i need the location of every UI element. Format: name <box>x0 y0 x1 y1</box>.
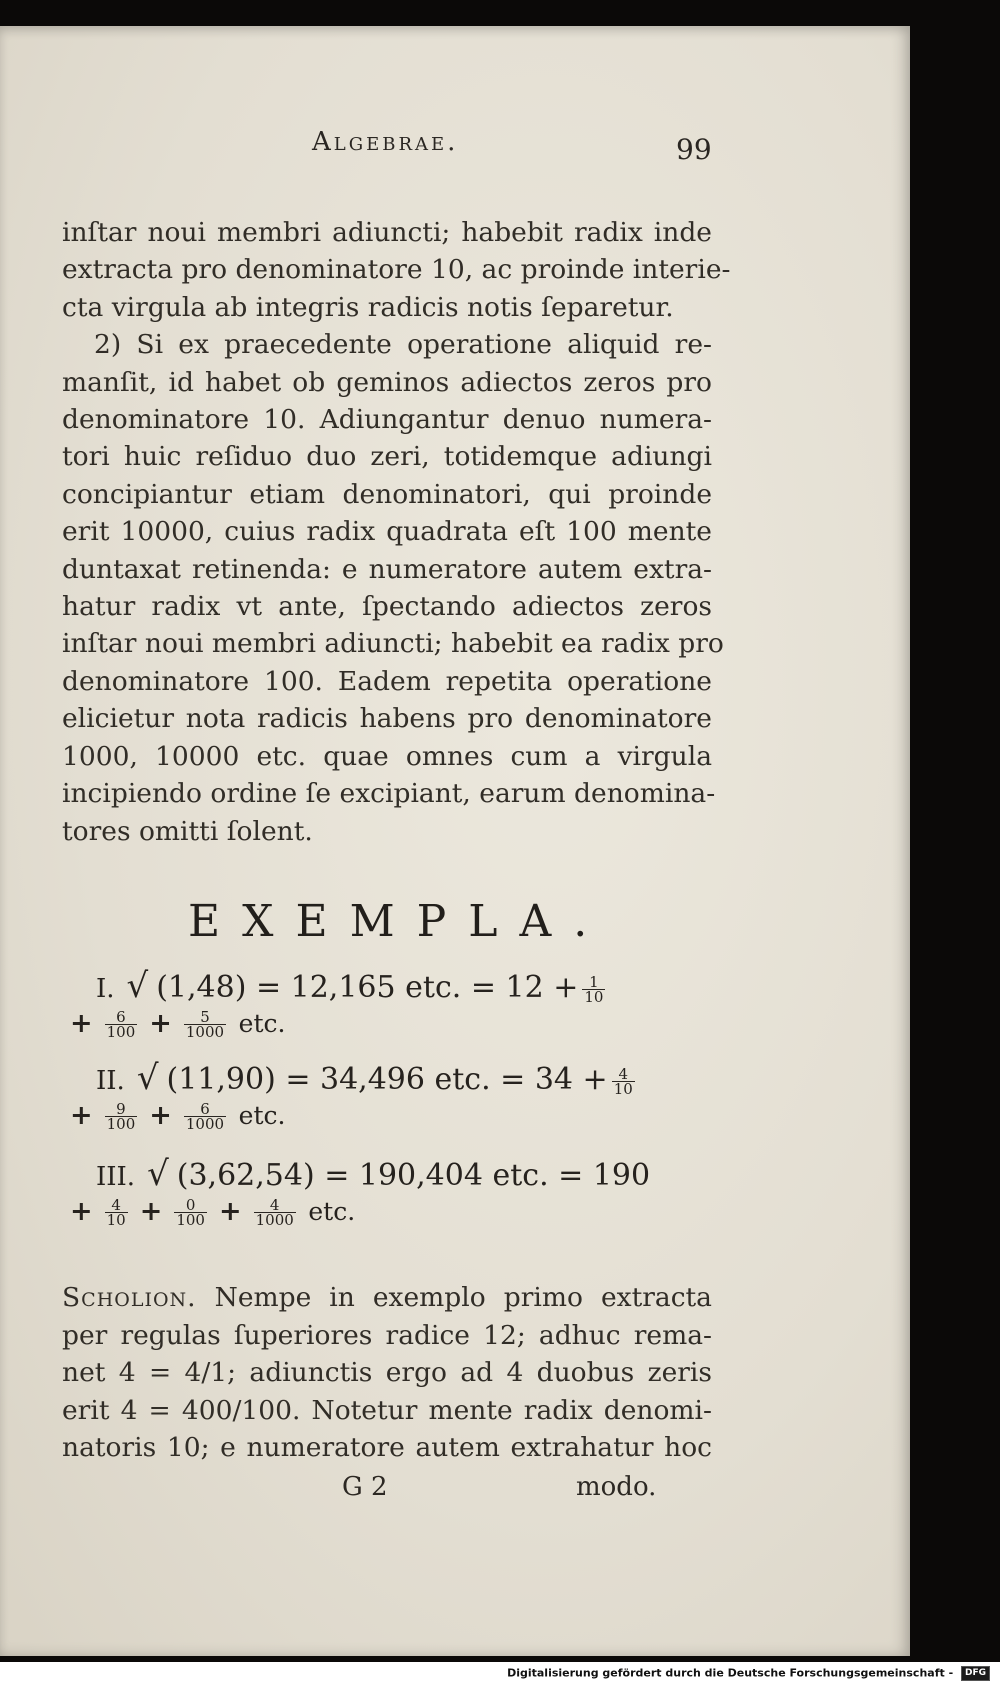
fraction: $\frac{0}{100}$ <box>176 1196 205 1229</box>
example-line: + $\frac{9}{100}$ + $\frac{6}{1000}$ etc. <box>70 1100 286 1133</box>
example-1 <box>62 966 722 1039</box>
sqrt-sign: √ <box>147 1154 169 1194</box>
fraction: $\frac{4}{1000}$ <box>255 1196 294 1229</box>
example-numeral: I. <box>96 974 115 1004</box>
text-line: per regulas ſuperiores radice 12; adhuc rema- <box>62 1319 712 1351</box>
running-head <box>0 127 910 167</box>
example-equation: (1,48) = 12,165 etc. = 12 + <box>156 970 579 1005</box>
text-line: denominatore 10. Adiungantur denuo numera- <box>62 404 712 436</box>
text-line: duntaxat retinenda: e numeratore autem extra- <box>62 553 712 585</box>
text-line: net 4 = 4/1; adiunctis ergo ad 4 duobus zeris <box>62 1357 712 1389</box>
text-line: tori huic reſiduo duo zeri, totidemque adiungi <box>62 441 712 473</box>
text-line: elicietur nota radicis habens pro denominatore <box>62 703 712 735</box>
example-line <box>62 1154 722 1194</box>
scholion-lead: Scholion. <box>62 1282 197 1313</box>
fraction: $\frac{6}{100}$ <box>106 1008 136 1041</box>
fraction: $\frac{6}{1000}$ <box>185 1100 225 1133</box>
dfg-logo: DFG <box>961 1666 990 1681</box>
exempla-heading: EXEMPLA. <box>188 896 610 947</box>
sqrt-sign: √ <box>136 1058 159 1098</box>
text-line: inſtar noui membri adiuncti; habebit radix inde <box>62 217 712 248</box>
text-line: inſtar noui membri adiuncti; habebit ea radix pro <box>62 628 724 660</box>
etc-label: etc. <box>238 1101 286 1130</box>
signature-mark: G 2 <box>342 1472 388 1502</box>
example-equation: (3,62,54) = 190,404 etc. = 190 <box>176 1158 651 1193</box>
sqrt-sign: √ <box>126 966 149 1006</box>
example-numeral: II. <box>96 1066 125 1096</box>
text-line: cta virgula ab integris radicis notis ſeparetur. <box>62 291 674 323</box>
example-line <box>62 966 722 1006</box>
example-2 <box>62 1058 722 1131</box>
example-line: + $\frac{6}{100}$ + $\frac{5}{1000}$ etc. <box>70 1008 286 1041</box>
scholion-paragraph <box>62 1279 712 1467</box>
example-line <box>62 1058 722 1098</box>
text-line: erit 10000, cuius radix quadrata eſt 100 mente <box>62 516 712 548</box>
footer-credit: Digitalisierung gefördert durch die Deutsche Forschungsgemeinschaft - DFG <box>507 1666 990 1681</box>
catchword: modo. <box>576 1472 657 1502</box>
fraction: $\frac{4}{10}$ <box>613 1064 633 1098</box>
text-line: extracta pro denominatore 10, ac proinde interie- <box>62 254 731 286</box>
etc-label: etc. <box>308 1197 356 1226</box>
text-line: denominatore 100. Eadem repetita operatione <box>62 665 712 697</box>
footer-band <box>0 1662 1000 1687</box>
text-line: 1000, 10000 etc. quae omnes cum a virgula <box>62 740 712 772</box>
etc-label: etc. <box>238 1009 286 1038</box>
book-page <box>0 26 910 1656</box>
running-head-title: Algebrae. <box>312 127 459 157</box>
text-line: incipiendo ordine ſe excipiant, earum denomina- <box>62 778 716 810</box>
body-text <box>62 214 731 850</box>
text-line: 2) Si ex praecedente operatione aliquid re- <box>94 329 712 361</box>
example-equation: (11,90) = 34,496 etc. = 34 + <box>166 1062 608 1097</box>
example-line: + $\frac{4}{10}$ + $\frac{0}{100}$ + $\frac{4}{1000}$ etc. <box>70 1196 356 1229</box>
example-3 <box>62 1154 722 1227</box>
text-line: erit 4 = 400/100. Notetur mente radix denomi- <box>62 1394 712 1426</box>
text-line: manſit, id habet ob geminos adiectos zeros pro <box>62 366 712 398</box>
text-line: concipiantur etiam denominatori, qui proinde <box>62 478 712 510</box>
fraction: $\frac{9}{100}$ <box>106 1100 136 1133</box>
text-line: tores omitti ſolent. <box>62 815 313 847</box>
example-numeral: III. <box>96 1162 136 1192</box>
fraction: $\frac{4}{10}$ <box>106 1196 126 1229</box>
page-number: 99 <box>676 133 712 166</box>
text-line: Scholion. Nempe in exemplo primo extracta <box>62 1282 712 1313</box>
text-line: natoris 10; e numeratore autem extrahatur hoc <box>62 1432 712 1464</box>
fraction: $\frac{1}{10}$ <box>584 972 604 1006</box>
text-line: hatur radix vt ante, ſpectando adiectos zeros <box>62 591 712 623</box>
fraction: $\frac{5}{1000}$ <box>185 1008 225 1041</box>
